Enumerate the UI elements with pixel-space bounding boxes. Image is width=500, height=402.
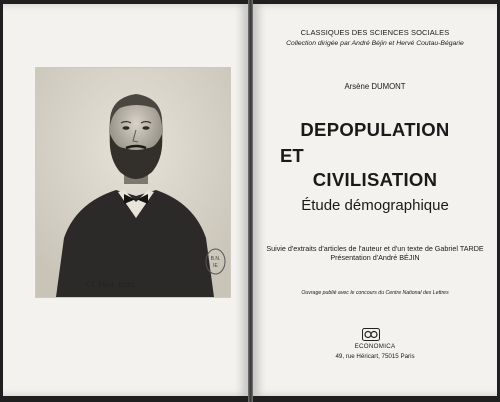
extracts-note: Suivie d'extraits d'articles de l'auteur et d'un texte de Gabriel TARDE (266, 244, 484, 253)
publisher-name: ECONOMICA (354, 343, 396, 350)
title-line-2: ET (280, 145, 304, 166)
portrait-plate (36, 68, 230, 297)
series-title: CLASSIQUES DES SCIENCES SOCIALES (300, 28, 450, 37)
publication-support-note: Ouvrage publié avec le concours du Centre National des Lettres (301, 290, 449, 296)
photo-caption: Cl. Phot. franç. (86, 279, 138, 289)
publisher-logo-icon (362, 328, 380, 341)
title-line-3: CIVILISATION (312, 169, 438, 190)
presentation-note: Présentation d'André BÉJIN (330, 253, 420, 262)
library-stamp (205, 248, 226, 275)
svg-text:B.N.: B.N. (210, 256, 221, 262)
svg-text:IE: IE (213, 263, 218, 269)
collection-direction: Collection dirigée par André Béjin et Hervé Coutau-Bégarie (286, 40, 464, 47)
title-line-1: DEPOPULATION (300, 119, 450, 140)
subtitle: Étude démographique (301, 197, 449, 214)
publisher-address: 49, rue Héricart, 75015 Paris (335, 353, 415, 360)
author-portrait (36, 68, 230, 297)
author-name: Arsène DUMONT (344, 82, 406, 91)
